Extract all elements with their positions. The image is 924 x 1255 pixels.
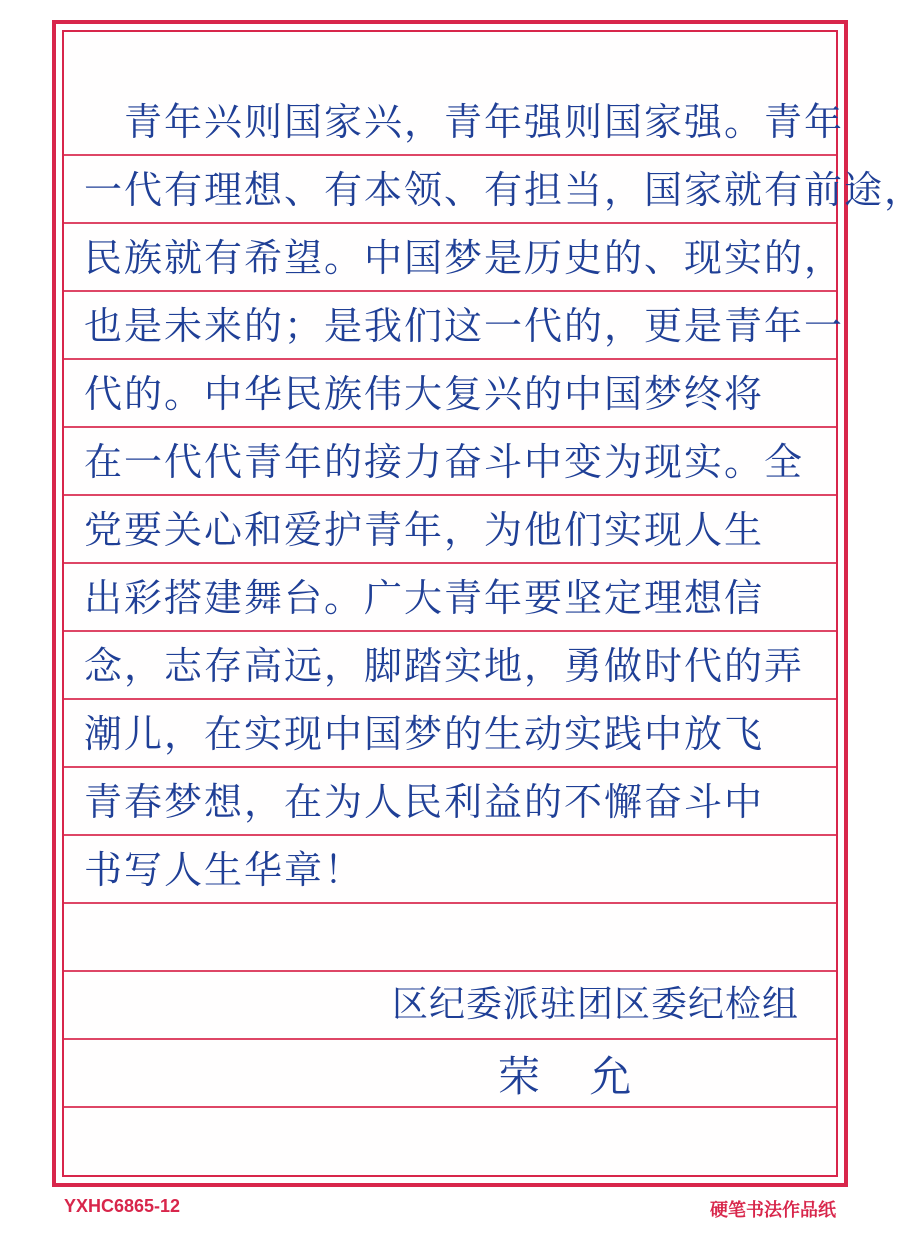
ruled-line <box>64 494 836 496</box>
text-line: 潮儿，在实现中国梦的生动实践中放飞 <box>84 712 765 756</box>
text-line: 青春梦想，在为人民利益的不懈奋斗中 <box>84 780 765 824</box>
ruled-line <box>64 154 836 156</box>
text-line: 代的。中华民族伟大复兴的中国梦终将 <box>84 372 765 416</box>
signature-name: 荣 允 <box>498 1052 650 1101</box>
ruled-line <box>64 222 836 224</box>
paper-product-name: 硬笔书法作品纸 <box>710 1200 836 1221</box>
signature-affiliation: 区纪委派驻团区委纪检组 <box>392 984 800 1025</box>
ruled-line <box>64 358 836 360</box>
ruled-line <box>64 1038 836 1040</box>
ruled-line <box>64 834 836 836</box>
text-line: 青年兴则国家兴，青年强则国家强。青年 <box>84 100 845 144</box>
ruled-line <box>64 562 836 564</box>
text-line: 在一代代青年的接力奋斗中变为现实。全 <box>84 440 805 484</box>
ruled-line <box>64 766 836 768</box>
paper-code: YXHC6865-12 <box>64 1196 181 1216</box>
text-line: 念，志存高远，脚踏实地，勇做时代的弄 <box>84 644 805 688</box>
ruled-line <box>64 902 836 904</box>
ruled-line <box>64 1106 836 1108</box>
text-line: 民族就有希望。中国梦是历史的、现实的， <box>84 236 845 280</box>
text-line: 出彩搭建舞台。广大青年要坚定理想信 <box>84 576 765 620</box>
text-line: 也是未来的；是我们这一代的，更是青年一 <box>84 304 845 348</box>
ruled-line <box>64 630 836 632</box>
ruled-line <box>64 290 836 292</box>
ruled-line <box>64 426 836 428</box>
ruled-line <box>64 698 836 700</box>
text-line: 一代有理想、有本领、有担当，国家就有前途， <box>84 168 924 212</box>
text-line: 书写人生华章！ <box>84 848 365 892</box>
ruled-line <box>64 970 836 972</box>
text-line: 党要关心和爱护青年，为他们实现人生 <box>84 508 765 552</box>
